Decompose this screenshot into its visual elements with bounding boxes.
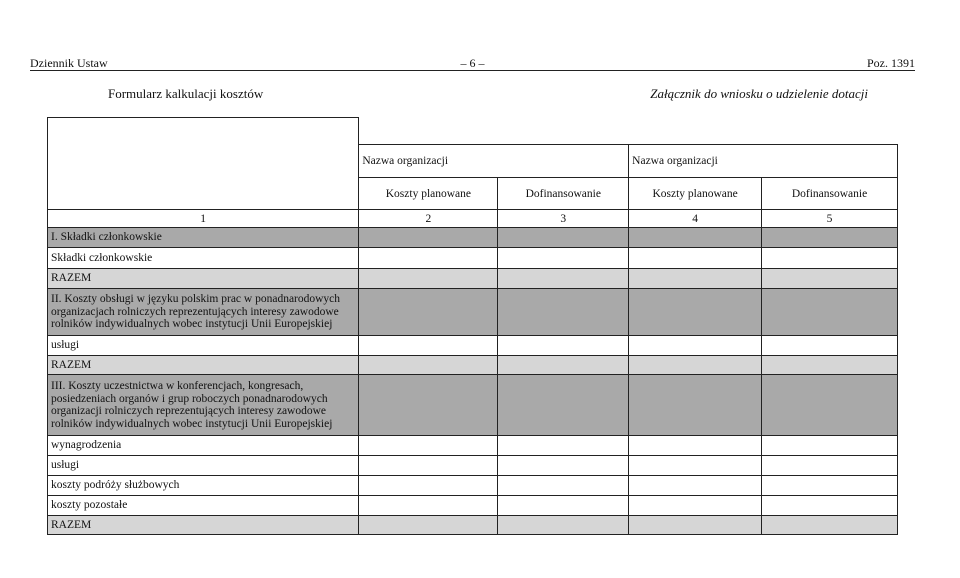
row-label: koszty podróży służbowych — [48, 476, 359, 496]
value-cell[interactable] — [359, 289, 498, 336]
org-name-header-2: Nazwa organizacji — [629, 145, 898, 178]
position-number: Poz. 1391 — [867, 56, 915, 70]
col-number-3: 3 — [498, 210, 629, 228]
value-cell[interactable] — [359, 516, 498, 535]
org-name-header-1: Nazwa organizacji — [359, 145, 629, 178]
table-row — [48, 476, 898, 496]
value-cell[interactable] — [359, 476, 498, 496]
value-cell[interactable] — [498, 476, 629, 496]
col-number-2: 2 — [359, 210, 498, 228]
value-cell[interactable] — [762, 496, 898, 516]
value-cell[interactable] — [498, 336, 629, 356]
value-cell[interactable] — [359, 436, 498, 456]
cost-calculation-table — [47, 117, 898, 535]
journal-name: Dziennik Ustaw — [30, 56, 108, 70]
annex-note: Załącznik do wniosku o udzielenie dotacji — [650, 86, 868, 101]
value-cell[interactable] — [629, 356, 762, 375]
value-cell[interactable] — [762, 516, 898, 535]
row-label: III. Koszty uczestnictwa w konferencjach, kongresach, posiedzeniach organów i grup roboczych ponadnarodowych organizacji rolniczych reprezentujących interesy zawodowe rolników indywidualnych wobec instytucji Unii Europejskiej — [48, 375, 359, 436]
value-cell[interactable] — [498, 289, 629, 336]
value-cell[interactable] — [629, 336, 762, 356]
value-cell[interactable] — [498, 228, 629, 248]
value-cell[interactable] — [359, 336, 498, 356]
value-cell[interactable] — [762, 476, 898, 496]
value-cell[interactable] — [762, 336, 898, 356]
value-cell[interactable] — [629, 476, 762, 496]
value-cell[interactable] — [359, 356, 498, 375]
value-cell[interactable] — [762, 436, 898, 456]
label-header-cell — [48, 118, 359, 210]
planned-costs-header-2: Koszty planowane — [629, 178, 762, 210]
value-cell[interactable] — [359, 228, 498, 248]
table-row — [48, 228, 898, 248]
value-cell[interactable] — [498, 269, 629, 289]
value-cell[interactable] — [629, 228, 762, 248]
value-cell[interactable] — [762, 248, 898, 269]
row-label: RAZEM — [48, 269, 359, 289]
value-cell[interactable] — [629, 375, 762, 436]
header-spacer-row — [48, 118, 898, 145]
value-cell[interactable] — [762, 375, 898, 436]
value-cell[interactable] — [498, 375, 629, 436]
value-cell[interactable] — [359, 269, 498, 289]
value-cell[interactable] — [629, 436, 762, 456]
value-cell[interactable] — [629, 516, 762, 535]
table-row — [48, 356, 898, 375]
value-cell[interactable] — [762, 456, 898, 476]
table-row — [48, 516, 898, 535]
row-label: koszty pozostałe — [48, 496, 359, 516]
value-cell[interactable] — [762, 228, 898, 248]
value-cell[interactable] — [629, 269, 762, 289]
col-number-1: 1 — [48, 210, 359, 228]
value-cell[interactable] — [762, 289, 898, 336]
value-cell[interactable] — [762, 269, 898, 289]
table-row — [48, 436, 898, 456]
value-cell[interactable] — [359, 456, 498, 476]
value-cell[interactable] — [498, 496, 629, 516]
co-financing-header-1: Dofinansowanie — [498, 178, 629, 210]
row-label: usługi — [48, 456, 359, 476]
planned-costs-header-1: Koszty planowane — [359, 178, 498, 210]
value-cell[interactable] — [629, 289, 762, 336]
value-cell[interactable] — [629, 248, 762, 269]
page-number: – 6 – — [460, 56, 485, 70]
table-row — [48, 496, 898, 516]
value-cell[interactable] — [498, 456, 629, 476]
value-cell[interactable] — [498, 516, 629, 535]
value-cell[interactable] — [498, 248, 629, 269]
row-label: wynagrodzenia — [48, 436, 359, 456]
table-row — [48, 269, 898, 289]
table-row — [48, 248, 898, 269]
table-row — [48, 456, 898, 476]
col-number-5: 5 — [762, 210, 898, 228]
row-label: RAZEM — [48, 356, 359, 375]
value-cell[interactable] — [629, 496, 762, 516]
value-cell[interactable] — [498, 356, 629, 375]
column-number-row — [48, 210, 898, 228]
value-cell[interactable] — [359, 375, 498, 436]
header-top-space — [359, 118, 898, 145]
value-cell[interactable] — [359, 496, 498, 516]
row-label: RAZEM — [48, 516, 359, 535]
value-cell[interactable] — [498, 436, 629, 456]
co-financing-header-2: Dofinansowanie — [762, 178, 898, 210]
form-title: Formularz kalkulacji kosztów — [108, 86, 264, 101]
table-row — [48, 336, 898, 356]
row-label: usługi — [48, 336, 359, 356]
table-row — [48, 375, 898, 436]
running-header — [30, 54, 915, 71]
table-row — [48, 289, 898, 336]
row-label: II. Koszty obsługi w języku polskim prac w ponadnarodowych organizacjach rolniczych reprezentujących interesy zawodowe rolników indywidualnych wobec instytucji Unii Europejskiej — [48, 289, 359, 336]
row-label: I. Składki członkowskie — [48, 228, 359, 248]
value-cell[interactable] — [762, 356, 898, 375]
value-cell[interactable] — [629, 456, 762, 476]
row-label: Składki członkowskie — [48, 248, 359, 269]
col-number-4: 4 — [629, 210, 762, 228]
value-cell[interactable] — [359, 248, 498, 269]
